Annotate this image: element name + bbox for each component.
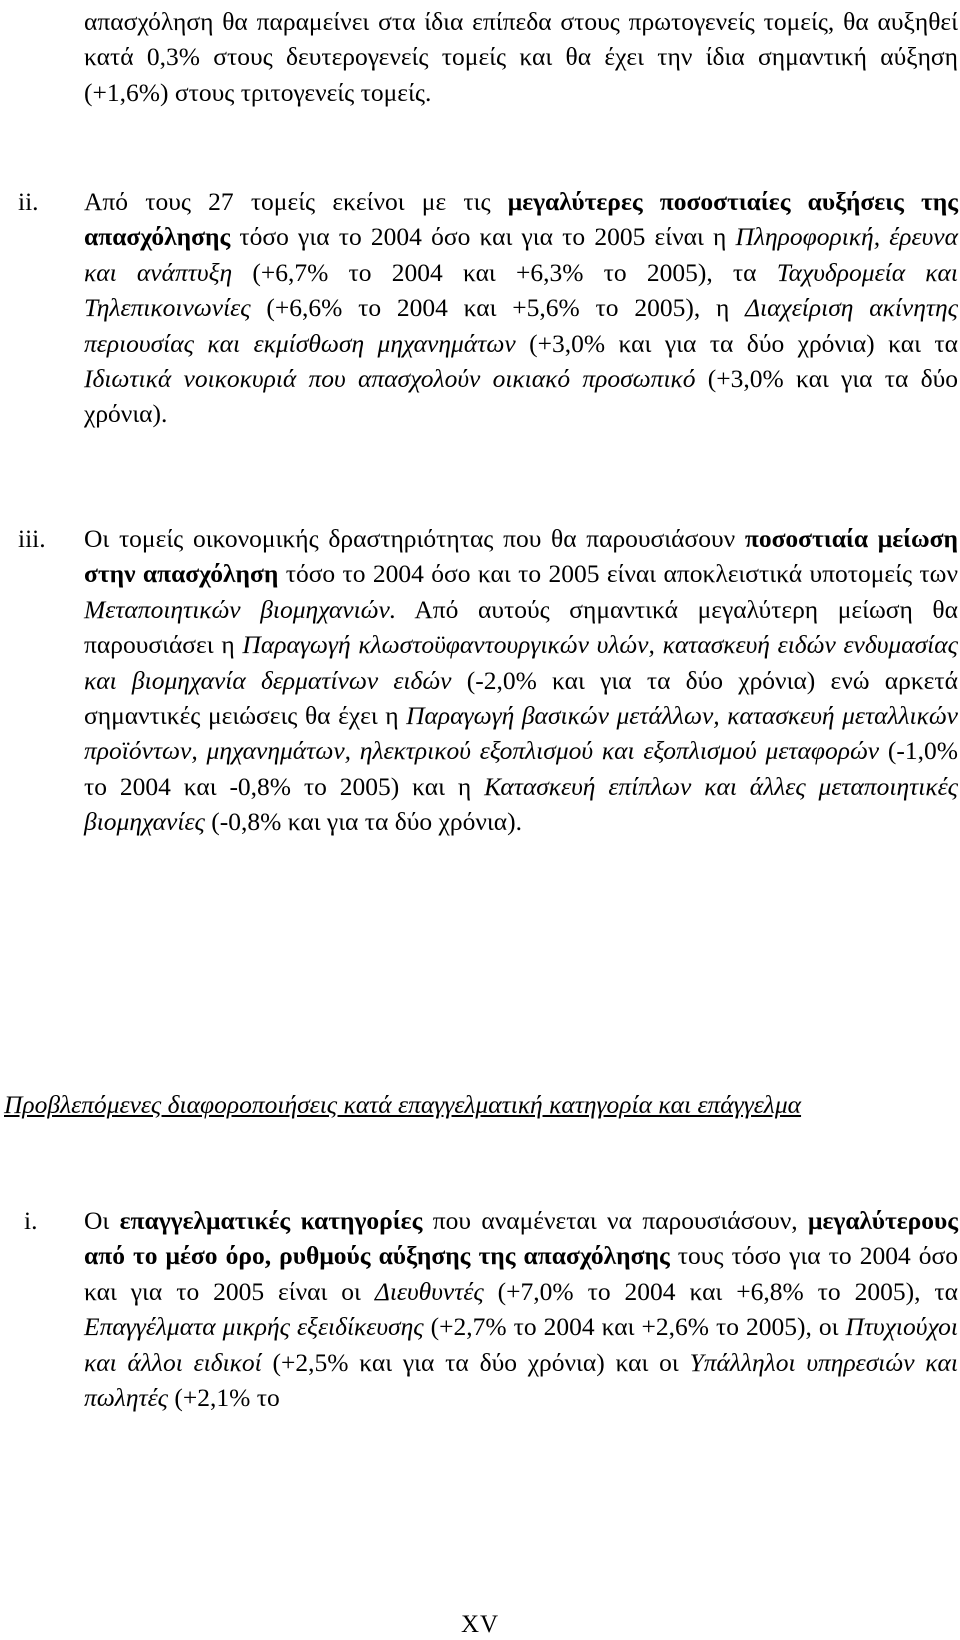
- italic-phrase: Κατασκευή επίπλων και άλλες μεταποιητικές βιομηχανίες: [84, 771, 959, 837]
- text-segment: (+2,7% το 2004 και +2,6% το 2005), οι: [423, 1312, 846, 1342]
- italic-phrase: Διευθυντές: [374, 1276, 484, 1306]
- page-number: XV: [460, 1611, 500, 1638]
- text-segment: (-0,8% και για τα δύο χρόνια).: [204, 807, 522, 837]
- bold-phrase: μεγαλύτερους από το μέσο όρο, ρυθμούς αύξησης της απασχόλησης: [84, 1206, 958, 1271]
- italic-phrase: Παραγωγή βασικών μετάλλων, κατασκευή μεταλλικών προϊόντων, μηχανημάτων, ηλεκτρικού εξοπλισμού και εξοπλισμού μεταφορών: [84, 701, 958, 766]
- italic-phrase: Πληροφορική, έρευνα και ανάπτυξη: [84, 222, 958, 287]
- text-segment: Από τους 27 τομείς εκείνοι με τις: [84, 187, 508, 216]
- bold-phrase: επαγγελματικές κατηγορίες: [119, 1206, 423, 1235]
- text-segment: Από αυτούς σημαντικά μεγαλύτερη μείωση θα παρουσιάσει η: [84, 594, 958, 660]
- italic-phrase: Παραγωγή κλωστοϋφαντουργικών υλών, κατασκευή ειδών ενδυμασίας και βιομηχανία δερματίνων ειδών: [84, 630, 959, 695]
- text-segment: τόσο το 2004 όσο και το 2005 είναι αποκλειστικά υποτομείς των: [278, 559, 958, 589]
- text-segment: (-2,0% και για τα δύο χρόνια) ενώ αρκετά σημαντικές μειώσεις θα έχει η: [84, 665, 959, 731]
- list-item-ii: [84, 184, 958, 432]
- text-segment: Οι τομείς οικονομικής δραστηριότητας που θα παρουσιάσουν: [84, 524, 745, 553]
- text-segment: που αναμένεται να παρουσιάσουν,: [422, 1206, 809, 1235]
- italic-phrase: Υπάλληλοι υπηρεσιών και πωλητές: [84, 1347, 958, 1413]
- text-segment: (+2,1% το: [168, 1383, 280, 1413]
- text-segment: (-1,0% το 2004 και -0,8% το 2005) και η: [84, 736, 958, 801]
- list-item-i: [84, 1203, 958, 1415]
- continuation-text: απασχόληση θα παραμείνει στα ίδια επίπεδα στους πρωτογενείς τομείς, θα αυξηθεί κατά 0,3% στους δευτερογενείς τομείς και θα έχει την ίδια σημαντική αύξηση (+1,6%) στους τριτογενείς τομείς.: [84, 7, 958, 107]
- text-segment: τους τόσο για το 2004 όσο και για το 2005 είναι οι: [84, 1241, 958, 1306]
- italic-phrase: Ιδιωτικά νοικοκυριά που απασχολούν οικιακό προσωπικό: [84, 364, 696, 394]
- list-marker-ii: ii.: [18, 187, 39, 216]
- text-segment: Οι: [84, 1206, 120, 1235]
- text-segment: τόσο για το 2004 όσο και για το 2005 είναι η: [230, 222, 736, 252]
- section-heading: Προβλεπόμενες διαφοροποιήσεις κατά επαγγελματική κατηγορία και επάγγελμα: [4, 1090, 802, 1119]
- italic-phrase: Επαγγέλματα μικρής εξειδίκευσης: [84, 1312, 424, 1342]
- list-marker-i: i.: [24, 1206, 38, 1235]
- bold-phrase: μεγαλύτερες ποσοστιαίες αυξήσεις της απασχόλησης: [84, 187, 959, 252]
- text-segment: (+6,7% το 2004 και +6,3% το 2005), τα: [232, 257, 777, 287]
- italic-phrase: Διαχείριση ακίνητης περιουσίας και εκμίσθωση μηχανημάτων: [84, 293, 959, 358]
- list-marker-iii: iii.: [18, 524, 46, 553]
- bold-phrase: ποσοστιαία μείωση στην απασχόληση: [84, 524, 958, 589]
- italic-phrase: Ταχυδρομεία και Τηλεπικοινωνίες: [84, 257, 958, 323]
- text-segment: (+7,0% το 2004 και +6,8% το 2005), τα: [483, 1276, 958, 1306]
- text-segment: (+2,5% και για τα δύο χρόνια) και οι: [261, 1347, 690, 1377]
- italic-phrase: Πτυχιούχοι και άλλοι ειδικοί: [84, 1312, 958, 1377]
- text-segment: (+6,6% το 2004 και +5,6% το 2005), η: [250, 293, 746, 323]
- italic-phrase: Μεταποιητικών βιομηχανιών.: [84, 594, 397, 624]
- continuation-paragraph: [84, 4, 958, 110]
- text-segment: (+3,0% και για τα δύο χρόνια) και τα: [515, 328, 959, 358]
- list-item-iii: [84, 521, 958, 840]
- text-segment: (+3,0% και για τα δύο χρόνια).: [84, 364, 958, 429]
